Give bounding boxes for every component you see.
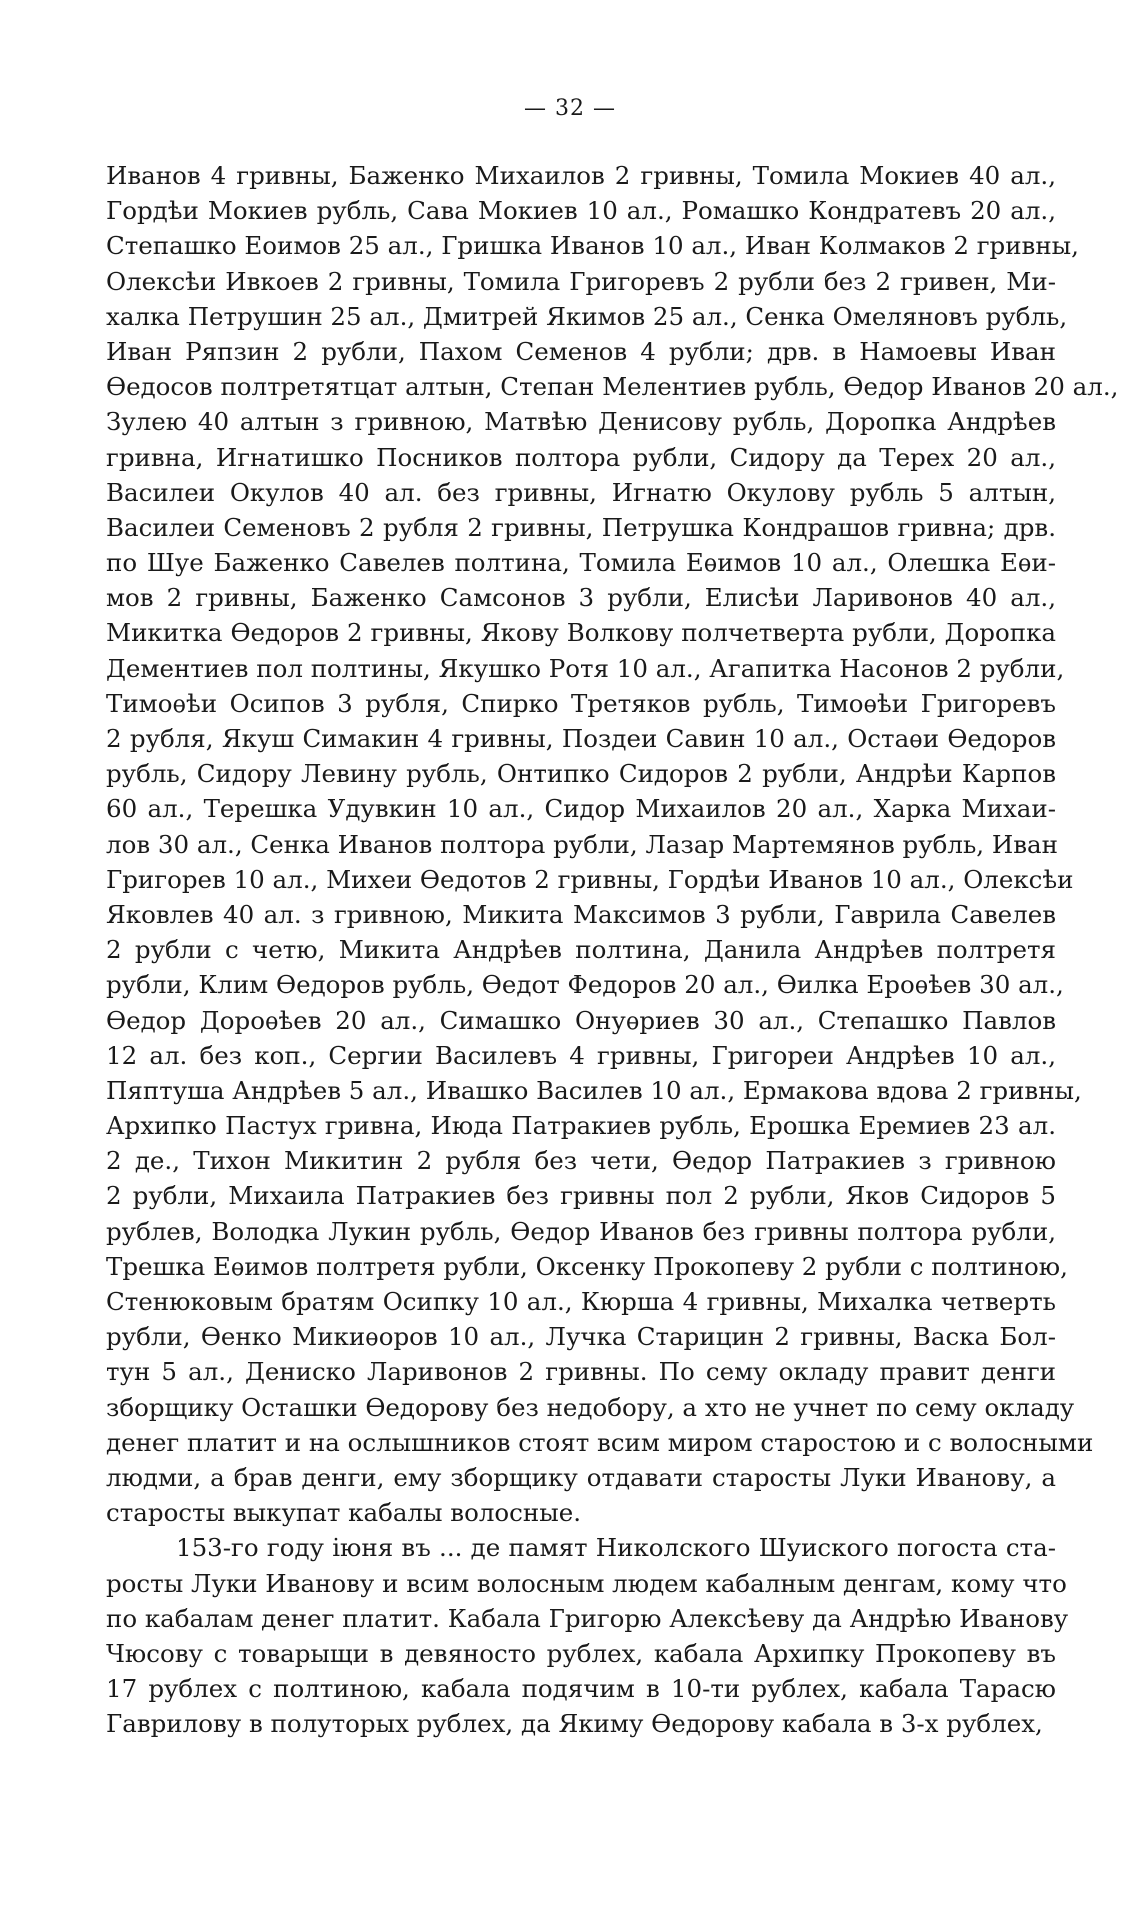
text-line: 2 рубли с четю, Микита Андрѣев полтина, Данила Андрѣев полтретя	[106, 935, 1056, 965]
text-line: Гаврилову в полуторых рублех, да Якиму Ѳедорову кабала в 3-х рублех,	[106, 1709, 1043, 1739]
text-line: Архипко Пастух гривна, Июда Патракиев рубль, Ерошка Еремиев 23 ал.	[106, 1111, 1056, 1141]
text-line: Василеи Окулов 40 ал. без гривны, Игнатю Окулову рубль 5 алтын,	[106, 477, 1056, 507]
text-line: Трешка Еѳимов полтретя рубли, Оксенку Прокопеву 2 рубли с полтиною,	[106, 1251, 1068, 1281]
text-line: Олексѣи Ивкоев 2 гривны, Томила Григоревъ 2 рубли без 2 гривен, Ми-	[106, 266, 1056, 296]
text-line: 12 ал. без коп., Сергии Василевъ 4 гривны, Григореи Андрѣев 10 ал.,	[106, 1040, 1056, 1070]
text-line: рубли, Клим Ѳедоров рубль, Ѳедот Федоров 20 ал., Ѳилка Ероѳѣев 30 ал.,	[106, 970, 1064, 1000]
text-line: мов 2 гривны, Баженко Самсонов 3 рубли, Елисѣи Ларивонов 40 ал.,	[106, 583, 1056, 613]
text-line: тун 5 ал., Дениско Ларивонов 2 гривны. По сему окладу правит денги	[106, 1357, 1056, 1387]
text-line: Дементиев пол полтины, Якушко Ротя 10 ал., Агапитка Насонов 2 рубли,	[106, 653, 1065, 683]
text-line: Василеи Семеновъ 2 рубля 2 гривны, Петрушка Кондрашов гривна; дрв.	[106, 512, 1056, 542]
text-line: Тимоѳѣи Осипов 3 рубля, Спирко Третяков рубль, Тимоѳѣи Григоревъ	[106, 688, 1056, 718]
text-line: Григорев 10 ал., Михеи Ѳедотов 2 гривны, Гордѣи Иванов 10 ал., Олексѣи	[106, 864, 1074, 894]
text-line: рублев, Володка Лукин рубль, Ѳедор Иванов без гривны полтора рубли,	[106, 1216, 1056, 1246]
text-line: Чюсову с товарыщи в девяносто рублех, кабала Архипку Прокопеву въ	[106, 1638, 1056, 1668]
text-line: халка Петрушин 25 ал., Дмитрей Якимов 25 ал., Сенка Омеляновъ рубль,	[106, 301, 1068, 331]
text-line: Стенюковым братям Осипку 10 ал., Кюрша 4 гривны, Михалка четверть	[106, 1287, 1056, 1316]
text-line: людми, а брав денги, ему зборщику отдавати старосты Луки Иванову, а	[106, 1462, 1056, 1492]
text-line: 2 рубля, Якуш Симакин 4 гривны, Поздеи Савин 10 ал., Остаѳи Ѳедоров	[106, 724, 1056, 753]
text-line: Степашко Еоимов 25 ал., Гришка Иванов 10 ал., Иван Колмаков 2 гривны,	[106, 231, 1079, 261]
text-line: Яковлев 40 ал. з гривною, Микита Максимов 3 рубли, Гаврила Савелев	[106, 899, 1056, 929]
body-text	[106, 158, 1119, 1741]
text-line: Зулею 40 алтын з гривною, Матвѣю Денисову рубль, Доропка Андрѣев	[106, 407, 1056, 437]
text-line: Микитка Ѳедоров 2 гривны, Якову Волкову полчетверта рубли, Доропка	[106, 618, 1056, 648]
text-line: Ѳедор Дороѳѣев 20 ал., Симашко Онуѳриев 30 ал., Степашко Павлов	[106, 1005, 1056, 1035]
text-line: Иван Ряпзин 2 рубли, Пахом Семенов 4 рубли; дрв. в Намоевы Иван	[106, 336, 1056, 366]
text-line: росты Луки Иванову и всим волосным людем кабалным денгам, кому что	[106, 1568, 1067, 1598]
text-line: 17 рублех с полтиною, кабала подячим в 10-ти рублех, кабала Тарасю	[106, 1674, 1056, 1704]
text-line: 2 рубли, Михаила Патракиев без гривны пол 2 рубли, Яков Сидоров 5	[106, 1181, 1056, 1211]
text-line: Иванов 4 гривны, Баженко Михаилов 2 гривны, Томила Мокиев 40 ал.,	[106, 161, 1056, 190]
text-line: 2 де., Тихон Микитин 2 рубля без чети, Ѳедор Патракиев з гривною	[106, 1146, 1056, 1176]
text-line: старосты выкупат кабалы волосные.	[106, 1498, 581, 1528]
text-line: денег платит и на ослышников стоят всим миром старостою и с волосными	[106, 1427, 1094, 1457]
text-line: гривна, Игнатишко Посников полтора рубли, Сидору да Терех 20 ал.,	[106, 442, 1056, 472]
text-line: рубль, Сидору Левину рубль, Онтипко Сидоров 2 рубли, Андрѣи Карпов	[106, 759, 1056, 789]
text-line: Гордѣи Мокиев рубль, Сава Мокиев 10 ал., Ромашко Кондратевъ 20 ал.,	[106, 196, 1056, 226]
text-line: 153-го году iюня въ ... де памят Николского Шуиского погоста ста-	[176, 1533, 1056, 1563]
text-line: Пяптуша Андрѣев 5 ал., Ивашко Василев 10 ал., Ермакова вдова 2 гривны,	[106, 1075, 1082, 1105]
text-line: лов 30 ал., Сенка Иванов полтора рубли, Лазар Мартемянов рубль, Иван	[106, 829, 1058, 859]
page-number: — 32 —	[524, 96, 616, 121]
text-line: рубли, Ѳенко Микиѳоров 10 ал., Лучка Старицин 2 гривны, Васка Бол-	[106, 1322, 1056, 1352]
text-line: зборщику Осташки Ѳедорову без недобору, а хто не учнет по сему окладу	[106, 1392, 1075, 1422]
text-line: по Шуе Баженко Савелев полтина, Томила Еѳимов 10 ал., Олешка Еѳи-	[106, 548, 1056, 578]
text-line: Ѳедосов полтретятцат алтын, Степан Мелентиев рубль, Ѳедор Иванов 20 ал.,	[106, 372, 1119, 402]
text-line: 60 ал., Терешка Удувкин 10 ал., Сидор Михаилов 20 ал., Харка Михаи-	[106, 794, 1056, 824]
text-line: по кабалам денег платит. Кабала Григорю Алексѣеву да Андрѣю Иванову	[106, 1603, 1069, 1633]
